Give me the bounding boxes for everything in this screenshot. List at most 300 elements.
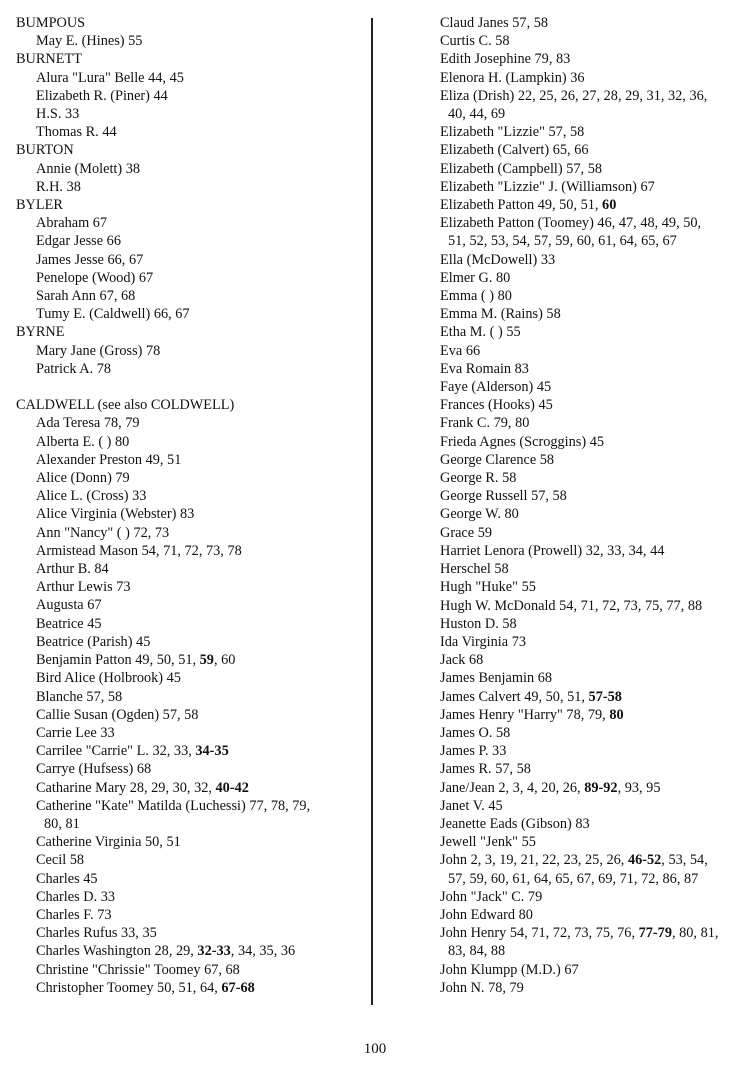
index-entry	[16, 287, 361, 305]
page-ref: 26	[560, 87, 576, 104]
index-entry	[420, 451, 738, 469]
index-entry	[420, 524, 738, 542]
page-ref: 79	[493, 415, 508, 432]
entry-name: George Clarence	[440, 451, 537, 468]
page-ref: 75	[595, 925, 610, 942]
page-ref: 93	[624, 779, 640, 796]
entry-name: Annie (Molett)	[36, 160, 123, 177]
page-ref: 32	[194, 779, 209, 796]
page-refs	[93, 215, 107, 231]
primary-page-ref: 46-52	[627, 852, 662, 869]
entry-name: Frank C.	[440, 415, 491, 432]
index-entry	[420, 979, 738, 997]
page-ref: 67	[92, 215, 108, 232]
entry-name: Alice (Donn)	[36, 470, 112, 487]
page-ref: 71	[580, 597, 595, 614]
index-entry	[420, 651, 738, 669]
page-ref: 73	[116, 579, 131, 596]
entry-name: Ann "Nancy" ( )	[36, 524, 130, 541]
index-entry	[16, 724, 361, 742]
entry-name: Alexander Preston	[36, 451, 143, 468]
index-entry	[16, 961, 361, 979]
page-refs	[528, 889, 542, 905]
page-refs: 2, 3, 19, 21, 22, 23, 25, 26, 46-52, 53, 54,	[470, 852, 708, 869]
page-ref: 80	[518, 906, 533, 923]
page-ref: 57	[495, 761, 510, 778]
entry-name: Grace	[440, 524, 475, 541]
page-ref: 67	[99, 288, 114, 305]
entry-name: Etha M. ( )	[440, 324, 503, 341]
page-ref: 58	[494, 561, 509, 578]
page-refs	[515, 361, 529, 377]
entry-name: May E. (Hines)	[36, 33, 125, 50]
entry-name: Bird Alice (Holbrook)	[36, 670, 164, 687]
page-refs	[564, 962, 578, 978]
entry-name: Ida Virginia	[440, 633, 509, 650]
index-entry	[16, 469, 361, 487]
page-ref: 73	[574, 925, 589, 942]
index-entry	[420, 906, 738, 924]
entry-name: Catharine Mary	[36, 779, 127, 796]
entry-name: Elizabeth "Lizzie" J. (Williamson)	[440, 178, 637, 195]
page-ref: 32	[152, 743, 167, 760]
page-refs: 49, 50, 51, 57-58	[524, 688, 622, 705]
entry-name: Emma M. (Rains)	[440, 306, 543, 323]
page-ref: 66	[107, 251, 122, 268]
page-ref: 27	[582, 87, 597, 104]
page-refs: 49, 50, 51, 59, 60	[135, 652, 236, 669]
page-ref: 38	[125, 160, 141, 177]
index-entry	[420, 542, 738, 560]
entry-name: Abraham	[36, 215, 90, 232]
page-refs	[87, 597, 101, 613]
index-entry	[420, 69, 738, 87]
index-entry	[16, 32, 361, 50]
page-ref: 78	[103, 415, 119, 432]
entry-name: John Henry	[440, 925, 507, 942]
page-ref: 30	[172, 779, 187, 796]
index-entry	[420, 560, 738, 578]
page-refs	[180, 506, 194, 522]
entry-name: Jewell "Jenk"	[440, 834, 518, 851]
primary-page-ref: 34-35	[195, 743, 229, 760]
page-ref: 32	[585, 542, 600, 559]
page-ref: 22	[517, 87, 533, 104]
page-ref: 73	[623, 597, 638, 614]
page-refs: 66, 67	[153, 306, 190, 323]
page-ref: 78	[566, 706, 581, 723]
index-entry	[16, 542, 361, 560]
entry-name: Claud Janes	[440, 15, 509, 31]
page-refs	[101, 889, 115, 905]
index-entry	[420, 669, 738, 687]
page-ref: 50	[559, 197, 574, 214]
page-ref: 45	[136, 633, 151, 650]
page-ref: 65	[552, 142, 568, 159]
page-ref: 51	[166, 834, 181, 851]
page-ref: 65	[641, 233, 656, 250]
page-ref: 33	[540, 251, 556, 268]
page-ref: 26	[562, 779, 578, 796]
primary-page-ref: 80	[609, 706, 624, 723]
page-refs: 50, 51	[145, 834, 181, 851]
page-refs	[94, 561, 108, 577]
entry-name: John N.	[440, 979, 485, 996]
page-ref: 77	[249, 797, 264, 814]
index-entry	[16, 615, 361, 633]
page-ref: 33	[607, 542, 622, 559]
page-ref: 51	[167, 451, 182, 468]
page-ref: 67	[138, 269, 154, 286]
index-entry	[16, 524, 361, 542]
entry-name: Beatrice (Parish)	[36, 633, 133, 650]
page-ref: 20	[541, 779, 556, 796]
page-ref: 4	[526, 779, 535, 796]
page-refs: 79, 80	[493, 415, 530, 432]
page-ref: 73	[97, 906, 112, 923]
page-ref: 73	[205, 542, 221, 559]
index-entry	[420, 360, 738, 378]
page-ref: 58	[569, 124, 585, 141]
page-ref: 33	[492, 743, 507, 760]
page-refs: 57, 58	[548, 124, 585, 141]
page-ref: 66	[106, 233, 121, 250]
index-entry	[16, 123, 361, 141]
page-ref: 84	[469, 943, 484, 960]
index-entry	[16, 596, 361, 614]
entry-name: Hugh W. McDonald	[440, 597, 556, 614]
entry-name: Armistead Mason	[36, 542, 139, 559]
page-ref: 67	[128, 251, 144, 268]
page-ref: 55	[521, 834, 536, 851]
entry-name: Jack	[440, 652, 466, 669]
index-entry	[420, 141, 738, 159]
entry-name: Charles Rufus	[36, 925, 118, 942]
index-entry	[16, 342, 361, 360]
page-refs	[97, 361, 111, 377]
entry-name: Elizabeth "Lizzie"	[440, 124, 545, 141]
page-ref: 86	[662, 870, 677, 887]
page-ref: 83	[448, 943, 463, 960]
entry-name: Callie Susan (Ogden)	[36, 706, 160, 723]
page-ref: 68	[121, 288, 136, 305]
page-ref: 26	[606, 852, 621, 869]
page-refs	[100, 725, 114, 741]
page-ref: 60	[576, 233, 592, 250]
page-ref: 68	[468, 652, 484, 669]
page-ref: 72	[552, 925, 568, 942]
page-refs	[65, 106, 79, 122]
index-entry	[420, 178, 738, 196]
page-ref: 66	[153, 306, 169, 323]
entry-name: Beatrice	[36, 615, 84, 632]
page-ref: 46	[597, 215, 612, 232]
page-ref: 33	[120, 925, 136, 942]
page-ref: 72	[184, 542, 199, 559]
entry-name: H.S.	[36, 106, 62, 123]
entry-name: James Benjamin	[440, 670, 535, 687]
entry-name: George Russell	[440, 488, 528, 505]
page-ref: 54	[509, 925, 525, 942]
page-ref: 54	[689, 852, 705, 869]
entry-name: George R.	[440, 470, 499, 487]
index-entry	[16, 160, 361, 178]
page-ref: 67	[640, 178, 655, 195]
page-refs	[137, 761, 151, 777]
page-refs: 28, 29, 32-33, 34, 35, 36	[154, 943, 296, 960]
page-ref: 67	[662, 233, 677, 250]
page-ref: 72	[602, 597, 617, 614]
page-refs: 66, 67	[107, 251, 144, 268]
page-refs: 49, 51	[145, 451, 182, 468]
page-ref: 36	[570, 69, 585, 86]
page-ref: 58	[184, 706, 199, 723]
index-entry	[420, 760, 738, 778]
index-entry	[420, 815, 738, 833]
page-ref: 40	[448, 106, 463, 123]
index-entry	[16, 214, 361, 232]
page-refs: 57, 58	[86, 688, 123, 705]
page-refs	[97, 907, 111, 923]
page-refs: 49, 50, 51, 60	[537, 197, 617, 214]
page-refs: 2, 3, 4, 20, 26, 89-92, 93, 95	[498, 779, 661, 796]
page-refs	[522, 834, 536, 850]
page-ref: 83	[555, 51, 571, 68]
index-entry	[16, 578, 361, 596]
entry-name: John	[440, 852, 468, 869]
index-entry	[16, 305, 361, 323]
page-ref: 44	[650, 542, 665, 559]
entry-name: Elizabeth (Calvert)	[440, 142, 550, 159]
page-refs: 32, 33, 34-35	[152, 743, 229, 760]
index-entry	[16, 870, 361, 888]
index-entry	[420, 305, 738, 323]
page-ref: 68	[225, 961, 240, 978]
page-ref: 29	[625, 87, 640, 104]
page-refs: 67, 68	[99, 288, 136, 305]
index-entry	[16, 87, 361, 105]
page-refs: 65, 66	[552, 142, 589, 159]
index-entry	[16, 178, 361, 196]
page-refs	[640, 179, 654, 195]
entry-name: Jane/Jean	[440, 779, 495, 796]
entry-name: James P.	[440, 743, 489, 760]
page-refs: 57, 58	[162, 706, 199, 723]
page-ref: 59	[469, 870, 484, 887]
page-refs	[541, 252, 555, 268]
primary-page-ref: 57-58	[588, 688, 622, 705]
page-refs	[478, 525, 492, 541]
index-entry	[420, 287, 738, 305]
entry-name: Benjamin Patton	[36, 652, 132, 669]
index-entry	[420, 688, 738, 706]
page-ref: 58	[539, 451, 555, 468]
index-entry	[420, 505, 738, 523]
page-ref: 51	[567, 688, 582, 705]
page-refs	[488, 798, 502, 814]
entry-name: Curtis C.	[440, 33, 492, 50]
primary-page-ref: 67-68	[221, 979, 255, 996]
page-ref: 44	[153, 87, 168, 104]
page-ref: 55	[506, 324, 521, 341]
page-refs	[67, 179, 81, 195]
index-entry	[420, 706, 738, 724]
entry-name: Charles F.	[36, 906, 94, 923]
page-refs	[494, 561, 508, 577]
entry-name: Frances (Hooks)	[440, 397, 535, 414]
index-entry	[420, 32, 738, 50]
entry-name: Alice L. (Cross)	[36, 488, 129, 505]
entry-name: Frieda Agnes (Scroggins)	[440, 433, 587, 450]
index-entry	[420, 924, 738, 960]
page-ref: 80	[495, 269, 511, 286]
index-entry	[420, 597, 738, 615]
page-ref: 50	[683, 215, 698, 232]
page-ref: 68	[136, 761, 152, 778]
page-refs	[570, 70, 584, 86]
page-refs	[102, 124, 116, 140]
page-ref: 87	[683, 870, 699, 887]
page-ref: 35	[259, 943, 274, 960]
surname-heading: BUMPOUS	[16, 15, 86, 31]
entry-name: Emma ( )	[440, 288, 494, 305]
page-refs	[512, 634, 526, 650]
index-entry	[420, 323, 738, 341]
page-ref: 65	[555, 870, 570, 887]
page-ref: 80	[115, 433, 130, 450]
page-ref: 58	[516, 761, 531, 778]
entry-name: Blanche	[36, 688, 83, 705]
page-refs	[538, 670, 552, 686]
index-entry	[420, 378, 738, 396]
page-ref: 33	[65, 106, 80, 123]
index-entry	[420, 414, 738, 432]
page-ref: 80	[515, 415, 530, 432]
page-ref: 57	[512, 15, 527, 31]
page-refs	[575, 816, 589, 832]
page-ref: 45	[166, 670, 181, 687]
page-ref: 58	[546, 306, 561, 323]
page-ref: 79	[125, 415, 140, 432]
entry-name: Hugh "Huke"	[440, 579, 518, 596]
entry-name: Charles D.	[36, 888, 98, 905]
entry-name: James Jesse	[36, 251, 104, 268]
index-entry	[16, 451, 361, 469]
page-refs	[126, 161, 140, 177]
index-entry	[420, 633, 738, 651]
page-refs	[546, 306, 560, 322]
page-ref: 59	[555, 233, 570, 250]
page-ref: 67	[87, 597, 102, 614]
page-ref: 53	[490, 233, 506, 250]
index-entry	[420, 14, 738, 32]
index-entry	[16, 360, 361, 378]
index-entry	[16, 269, 361, 287]
surname-heading: BYRNE	[16, 324, 65, 341]
page-ref: 57	[162, 706, 177, 723]
entry-name: Ella (McDowell)	[440, 251, 538, 268]
index-entry	[16, 779, 361, 797]
page-ref: 57	[531, 488, 546, 505]
entry-name: James O.	[440, 724, 493, 741]
entry-name: Jeanette Eads (Gibson)	[440, 815, 572, 832]
page-ref: 25	[585, 852, 600, 869]
page-ref: 19	[499, 852, 514, 869]
page-ref: 80	[44, 815, 59, 832]
page-refs: 57, 58	[531, 488, 567, 505]
entry-name: Sarah Ann	[36, 288, 96, 305]
page-ref: 49	[524, 688, 539, 705]
page-ref: 22	[542, 852, 557, 869]
page-refs: 57, 58	[495, 761, 531, 778]
entry-name: John "Jack" C.	[440, 888, 525, 905]
page-refs-continued: 51, 52, 53, 54, 57, 59, 60, 61, 64, 65, 67	[448, 233, 677, 250]
index-entry	[16, 760, 361, 778]
entry-name: Catherine "Kate" Matilda (Luchessi)	[36, 797, 246, 814]
page-ref: 66	[574, 142, 589, 159]
page-ref: 57	[448, 870, 463, 887]
index-entry	[16, 433, 361, 451]
entry-name: Patrick A.	[36, 360, 94, 377]
index-entry	[16, 688, 361, 706]
entry-name: Elizabeth Patton (Toomey)	[440, 215, 594, 232]
entry-name: Eva	[440, 342, 463, 359]
page-ref: 76	[617, 925, 632, 942]
page-ref: 51	[448, 233, 463, 250]
entry-name: Elmer G.	[440, 269, 493, 286]
page-refs: 33, 35	[120, 925, 157, 942]
page-ref: 79	[534, 51, 549, 68]
surname-heading: BYLER	[16, 197, 63, 214]
entry-name: James R.	[440, 761, 492, 778]
index-column-left	[16, 14, 361, 997]
index-column-right	[420, 14, 738, 997]
page-ref: 2	[470, 852, 478, 869]
page-ref: 3	[484, 852, 493, 869]
index-entry	[420, 160, 738, 178]
page-ref: 55	[128, 33, 143, 50]
page-ref: 35	[142, 925, 157, 942]
page-ref: 68	[537, 670, 552, 687]
index-entry	[420, 396, 738, 414]
page-refs	[538, 397, 552, 413]
index-entry	[420, 433, 738, 451]
page-ref: 51	[580, 197, 595, 214]
page-refs	[115, 434, 129, 450]
page-refs: 44, 45	[148, 69, 184, 86]
column-divider	[371, 18, 373, 1005]
page-refs: 78, 79	[488, 979, 524, 996]
page-number: 100	[363, 1041, 387, 1057]
page-ref: 45	[488, 797, 503, 814]
page-refs	[469, 652, 483, 668]
page-refs: 22, 25, 26, 27, 28, 29, 31, 32, 36,	[517, 87, 708, 104]
primary-page-ref: 77-79	[638, 925, 672, 942]
entry-name: Thomas R.	[36, 124, 99, 141]
page-refs: 28, 29, 30, 32, 40-42	[129, 779, 249, 796]
page-ref: 58	[502, 615, 517, 632]
index-entry	[16, 797, 361, 833]
index-entry	[16, 505, 361, 523]
page-ref: 47	[618, 215, 634, 232]
page-ref: 34	[237, 943, 253, 960]
primary-page-ref: 59	[199, 652, 214, 669]
index-entry	[16, 706, 361, 724]
page-ref: 71	[163, 542, 178, 559]
page-ref: 31	[646, 87, 661, 104]
entry-name: Elizabeth R. (Piner)	[36, 87, 150, 104]
entry-name: Augusta	[36, 597, 84, 614]
